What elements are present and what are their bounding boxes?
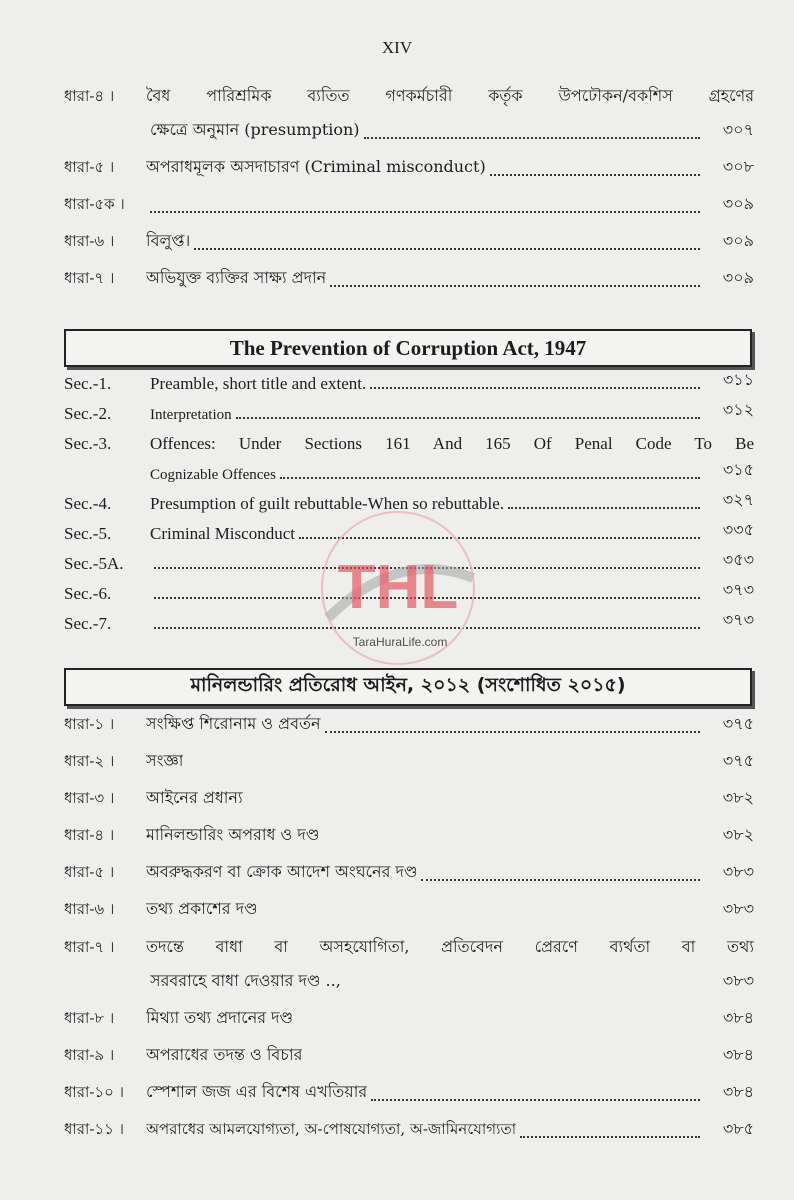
entry-label: Sec.-7. [64,614,112,633]
toc-entry[interactable] [64,181,754,218]
entry-page: ৩১২ [722,400,754,419]
toc-entry[interactable] [64,1069,754,1106]
entry-page: ৩৩৫ [722,520,754,539]
entry-title: তথ্য প্রকাশের দণ্ড [146,899,258,918]
toc-entry[interactable] [64,218,754,255]
entry-title: তদন্তে বাধা বা অসহযোগিতা, প্রতিবেদন প্রেরণে ব্যর্থতা বা তথ্য [146,937,754,956]
toc-entry[interactable] [64,72,754,110]
toc-entry[interactable] [64,923,754,961]
entry-title: অবরুদ্ধকরণ বা ক্রোক আদেশ অংঘনের দণ্ড [146,862,418,881]
dot-leader [323,841,700,844]
toc-entry[interactable] [64,364,754,394]
entry-label: ধারা-৭ । [64,269,115,287]
entry-label: Sec.-6. [64,584,112,603]
dot-leader [490,173,700,176]
entry-page: ৩৮৩ [722,971,754,990]
dot-leader [187,767,700,770]
dot-leader [370,386,700,389]
toc-entry[interactable] [64,775,754,812]
entry-label: ধারা-৬ । [64,232,115,250]
entry-label: ধারা-৫ক । [64,195,125,213]
section-3-heading: মানিলন্ডারিং প্রতিরোধ আইন, ২০১২ (সংশোধিত ২০১৫) [64,668,752,706]
toc-entry[interactable] [64,849,754,886]
section-3-list [64,706,754,1143]
entry-label: Sec.-1. [64,374,112,393]
toc-entry[interactable] [64,738,754,775]
section-2-heading: The Prevention of Corruption Act, 1947 [64,329,752,367]
page-number: XIV [381,38,413,57]
entry-page: ৩২৭ [722,490,754,509]
entry-page: ৩৮২ [722,788,754,807]
entry-title: বৈধ পারিশ্রমিক ব্যতিত গণকর্মচারী কর্তৃক উপঢৌকন/বকশিস গ্রহণের [146,86,754,105]
dot-leader [150,210,700,213]
entry-page: ৩৮৩ [722,899,754,918]
toc-entry[interactable] [64,144,754,181]
entry-label: Sec.-5A. [64,554,124,573]
entry-title: মানিলন্ডারিং অপরাধ ও দণ্ড [146,825,320,844]
entry-title: Presumption of guilt rebuttable-When so rebuttable. [150,494,505,513]
entry-title: Interpretation [150,407,232,423]
entry-label: ধারা-৩ । [64,789,115,807]
entry-page: ৩৮৪ [722,1008,754,1027]
toc-entry[interactable] [64,706,754,738]
dot-leader [421,878,700,881]
entry-page: ৩৮২ [722,825,754,844]
dot-leader [364,136,700,139]
entry-page: ৩৮৪ [722,1045,754,1064]
entry-page: ৩১১ [722,370,754,389]
entry-title: আইনের প্রধান্য [146,788,243,807]
toc-entry[interactable] [64,886,754,923]
dot-leader [306,1061,700,1064]
section-1-list [64,72,754,292]
dot-leader [330,284,700,287]
entry-title: অভিযুক্ত ব্যক্তির সাক্ষ্য প্রদান [146,268,327,287]
entry-label: ধারা-৫ । [64,158,115,176]
watermark-text: TaraHuraLife.com [352,635,448,649]
toc-entry-continuation[interactable] [64,454,754,484]
dot-leader [371,1098,700,1101]
dot-leader [345,987,700,990]
entry-label: ধারা-৪ । [64,826,115,844]
entry-label: Sec.-2. [64,404,112,423]
toc-entry[interactable] [64,1106,754,1143]
dot-leader [247,804,700,807]
toc-entry[interactable] [64,394,754,424]
entry-page: ৩৭৩ [722,580,754,599]
entry-page: ৩১৫ [722,460,754,479]
entry-page: ৩০৯ [722,268,754,287]
watermark-logo [308,508,488,668]
entry-page: ৩৭৩ [722,610,754,629]
dot-leader [280,476,700,479]
entry-title: সংজ্ঞা [146,751,184,770]
entry-label: ধারা-৭ । [64,938,115,956]
entry-title-cont: সরবরাহে বাধা দেওয়ার দণ্ড .., [150,971,341,990]
entry-page: ৩০৯ [722,194,754,213]
toc-entry[interactable] [64,995,754,1032]
entry-label: Sec.-5. [64,524,112,543]
dot-leader [236,416,700,419]
dot-leader [520,1135,700,1138]
dot-leader [325,730,700,733]
toc-entry-continuation[interactable] [64,961,754,995]
watermark-letters: THL [337,553,459,622]
toc-entry[interactable] [64,1032,754,1069]
entry-page: ৩৮৪ [722,1082,754,1101]
entry-label: Sec.-3. [64,434,112,453]
entry-title: সংক্ষিপ্ত শিরোনাম ও প্রবর্তন [146,714,321,733]
dot-leader [297,1024,700,1027]
toc-entry-continuation[interactable] [64,110,754,144]
entry-title-cont: Cognizable Offences [150,467,276,483]
entry-page: ৩০৯ [722,231,754,250]
watermark-graphic [308,508,488,668]
entry-title: অপরাধের তদন্ত ও বিচার [146,1045,303,1064]
entry-title: Offences: Under Sections 161 And 165 Of Penal Code To Be [150,434,754,453]
entry-label: ধারা-৫ । [64,863,115,881]
dot-leader [262,915,700,918]
dot-leader [508,506,700,509]
entry-page: ৩৮৫ [722,1119,754,1138]
entry-title: মিথ্যা তথ্য প্রদানের দণ্ড [146,1008,294,1027]
entry-label: ধারা-৮ । [64,1009,115,1027]
entry-page: ৩০৭ [722,120,754,139]
entry-page: ৩৮৩ [722,862,754,881]
entry-title-cont: ক্ষেত্রে অনুমান (presumption) [150,120,360,139]
entry-label: ধারা-৬ । [64,900,115,918]
entry-label: ধারা-২ । [64,752,115,770]
toc-entry[interactable] [64,424,754,454]
entry-title: অপরাধের আমলযোগ্যতা, অ-পোষযোগ্যতা, অ-জামিনযোগ্যতা [146,1120,517,1138]
entry-title: Preamble, short title and extent. [150,374,367,393]
entry-label: ধারা-১০ । [64,1083,125,1101]
entry-title: Criminal Misconduct [150,524,295,543]
entry-label: ধারা-৯ । [64,1046,115,1064]
entry-label: ধারা-১১ । [64,1120,125,1138]
entry-title: অপরাধমূলক অসদাচারণ (Criminal misconduct) [146,157,486,176]
entry-label: ধারা-৪ । [64,87,115,105]
entry-page: ৩৭৫ [722,751,754,770]
entry-label: ধারা-১ । [64,715,115,733]
dot-leader [194,247,700,250]
toc-entry[interactable] [64,255,754,292]
entry-page: ৩৫৩ [722,550,754,569]
entry-title: স্পেশাল জজ এর বিশেষ এখতিয়ার [146,1082,368,1101]
entry-page: ৩০৮ [722,157,754,176]
entry-page: ৩৭৫ [722,714,754,733]
entry-label: Sec.-4. [64,494,112,513]
entry-title: বিলুপ্ত। [146,231,191,250]
toc-entry[interactable] [64,812,754,849]
